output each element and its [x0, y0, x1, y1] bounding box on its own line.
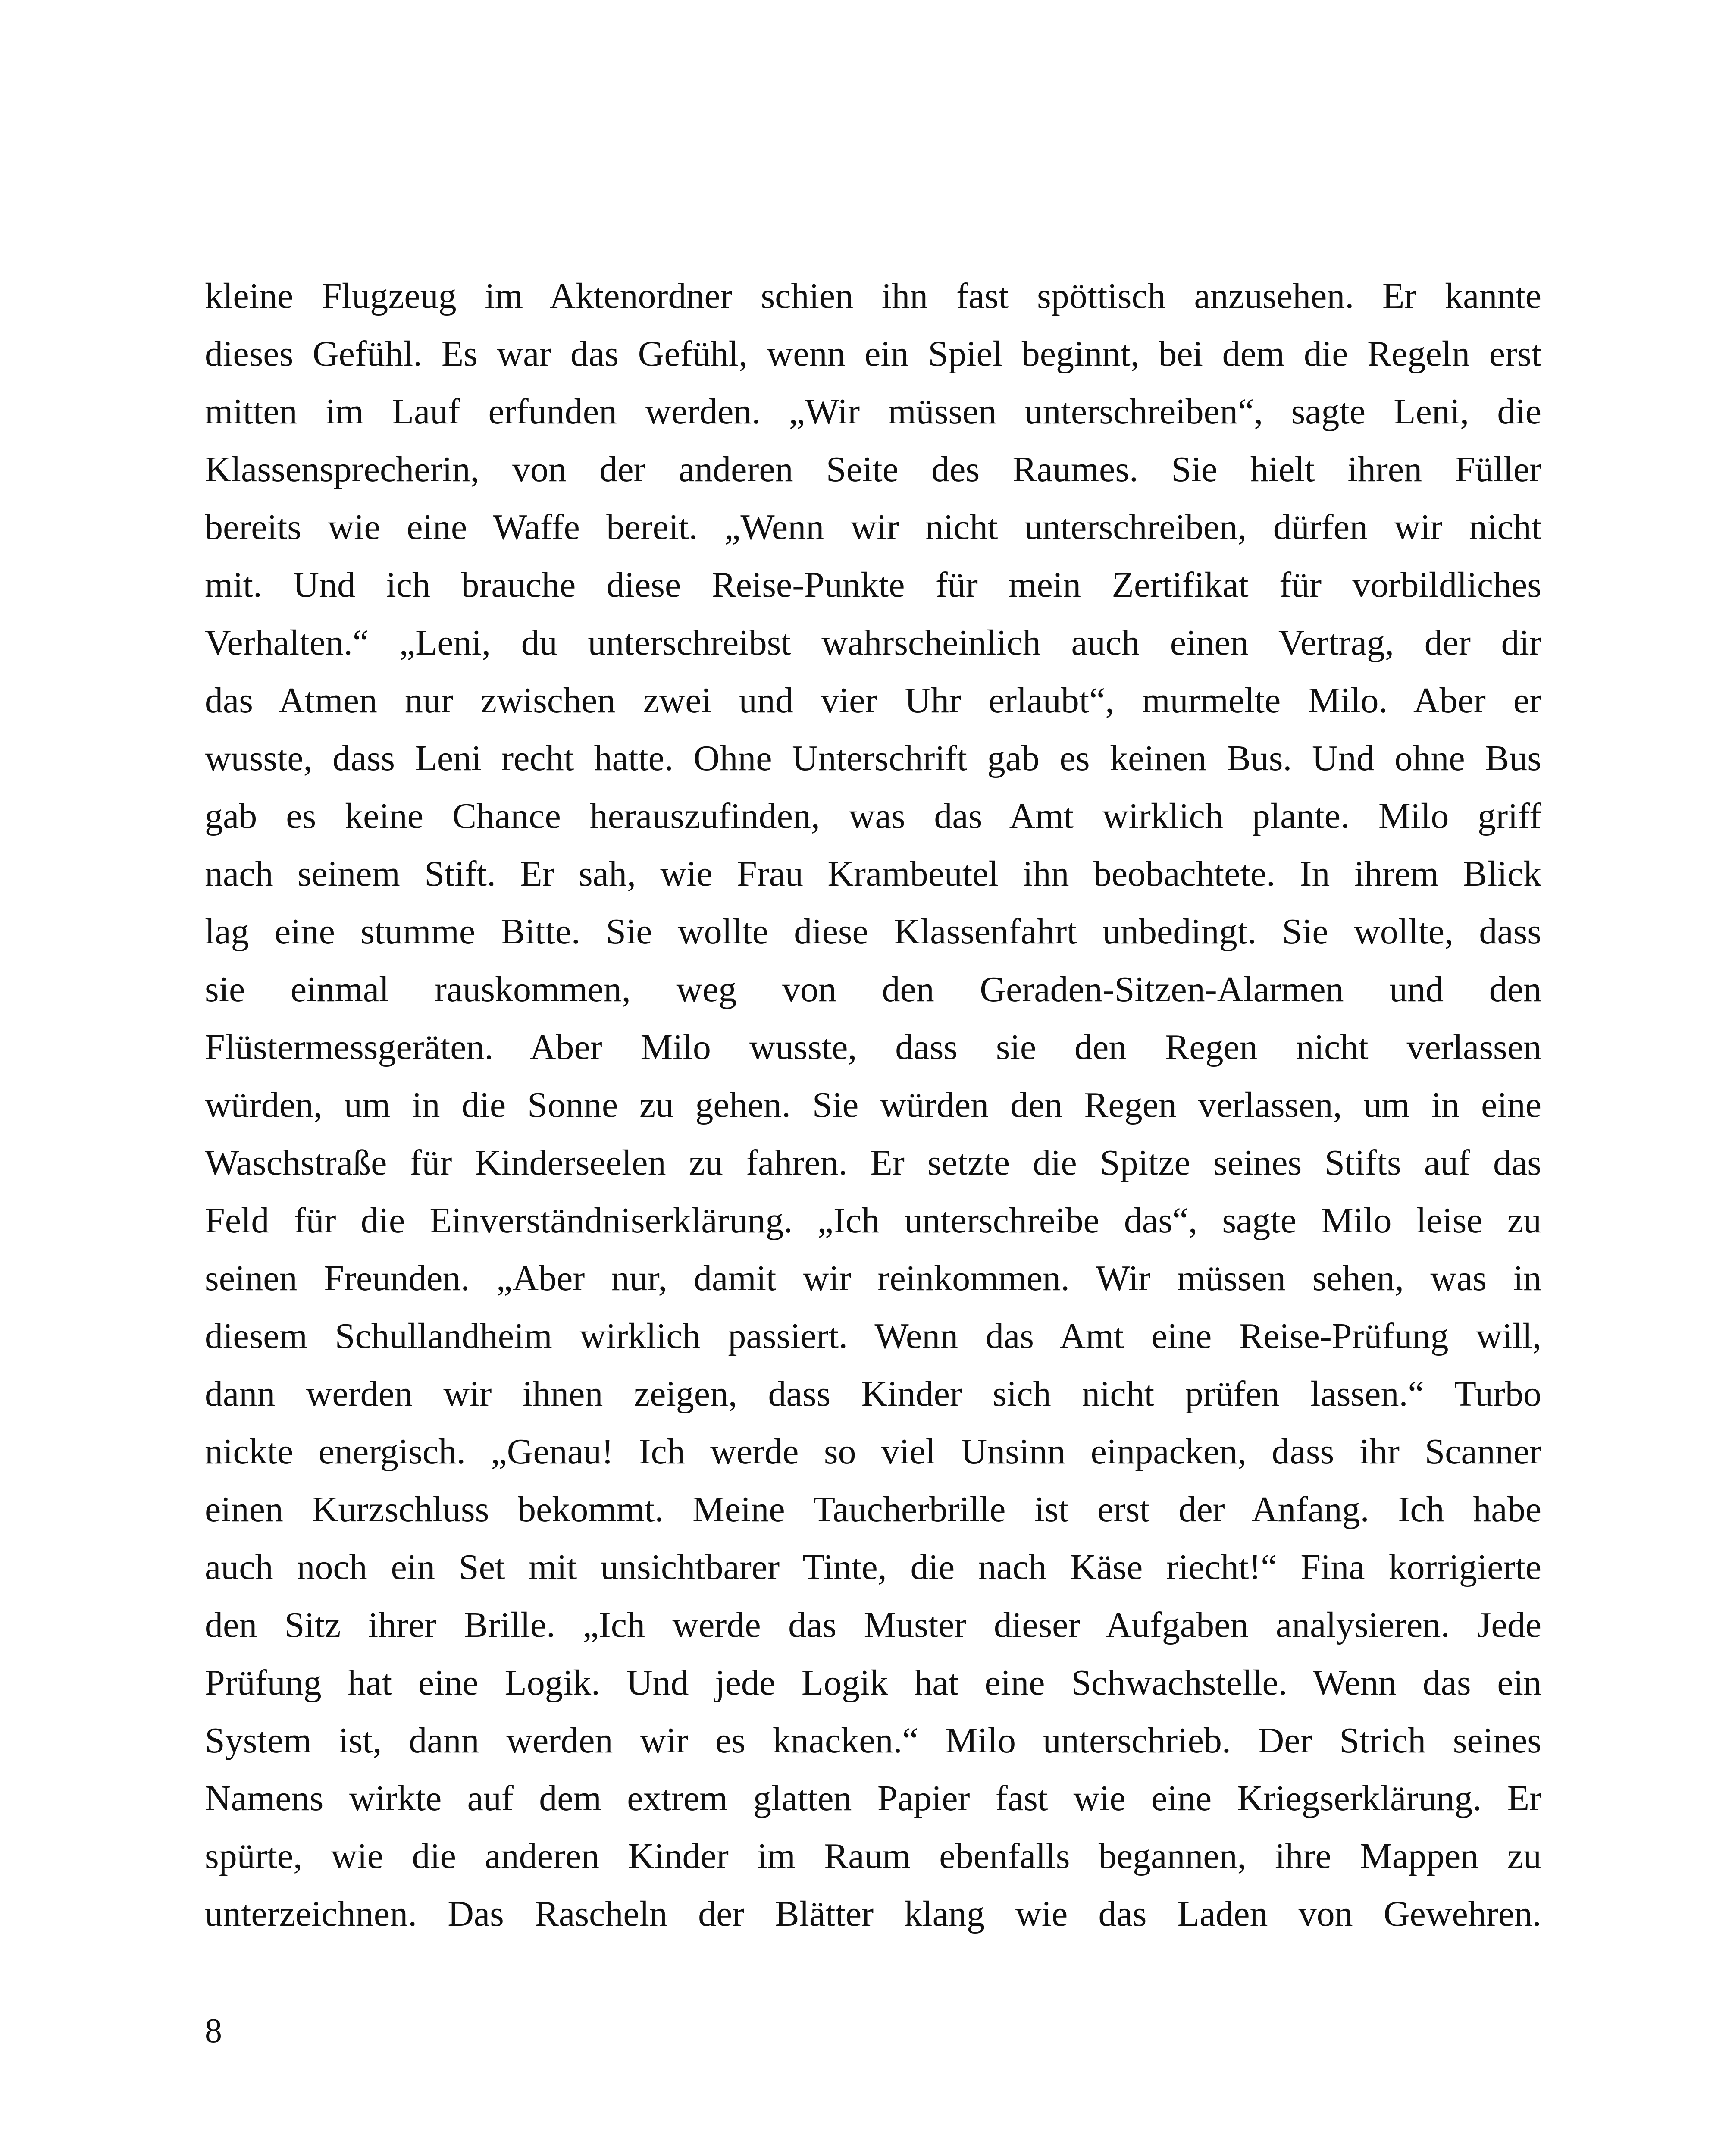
text-line: nickte energisch. „Genau! Ich werde so viel Unsinn einpacken, dass ihr Scanner [205, 1432, 1541, 1472]
text-line: Klassensprecherin, von der anderen Seite des Raumes. Sie hielt ihren Füller [205, 449, 1541, 489]
page-number: 8 [205, 2012, 222, 2050]
text-line: wusste, dass Leni recht hatte. Ohne Unterschrift gab es keinen Bus. Und ohne Bus [205, 738, 1541, 778]
text-line: diesem Schullandheim wirklich passiert. Wenn das Amt eine Reise-Prüfung will, [205, 1316, 1541, 1356]
text-line: dieses Gefühl. Es war das Gefühl, wenn ein Spiel beginnt, bei dem die Regeln erst [205, 334, 1541, 374]
text-line: Flüstermessgeräten. Aber Milo wusste, dass sie den Regen nicht verlassen [205, 1027, 1541, 1067]
text-line: das Atmen nur zwischen zwei und vier Uhr erlaubt“, murmelte Milo. Aber er [205, 680, 1541, 721]
text-line: Waschstraße für Kinderseelen zu fahren. Er setzte die Spitze seines Stifts auf das [205, 1143, 1541, 1183]
text-line: dann werden wir ihnen zeigen, dass Kinder sich nicht prüfen lassen.“ Turbo [205, 1374, 1541, 1414]
text-line: auch noch ein Set mit unsichtbarer Tinte, die nach Käse riecht!“ Fina korrigierte [205, 1547, 1541, 1587]
text-line: Feld für die Einverständniserklärung. „Ich unterschreibe das“, sagte Milo leise zu [205, 1200, 1541, 1241]
text-line: würden, um in die Sonne zu gehen. Sie würden den Regen verlassen, um in eine [205, 1085, 1541, 1125]
text-line: Prüfung hat eine Logik. Und jede Logik hat eine Schwachstelle. Wenn das ein [205, 1663, 1541, 1703]
text-line: mit. Und ich brauche diese Reise-Punkte für mein Zertifikat für vorbildliches [205, 565, 1541, 605]
text-line: Verhalten.“ „Leni, du unterschreibst wahrscheinlich auch einen Vertrag, der dir [205, 623, 1541, 663]
text-line: Namens wirkte auf dem extrem glatten Papier fast wie eine Kriegserklärung. Er [205, 1778, 1541, 1818]
text-line: lag eine stumme Bitte. Sie wollte diese Klassenfahrt unbedingt. Sie wollte, dass [205, 912, 1541, 952]
text-line: unterzeichnen. Das Rascheln der Blätter klang wie das Laden von Gewehren. [205, 1894, 1541, 1934]
text-line: bereits wie eine Waffe bereit. „Wenn wir nicht unterschreiben, dürfen wir nicht [205, 507, 1541, 547]
text-line: mitten im Lauf erfunden werden. „Wir müssen unterschreiben“, sagte Leni, die [205, 392, 1541, 432]
text-line: seinen Freunden. „Aber nur, damit wir reinkommen. Wir müssen sehen, was in [205, 1258, 1541, 1298]
text-line: sie einmal rauskommen, weg von den Geraden-Sitzen-Alarmen und den [205, 969, 1541, 1009]
text-line: System ist, dann werden wir es knacken.“ Milo unterschrieb. Der Strich seines [205, 1720, 1541, 1761]
text-line: den Sitz ihrer Brille. „Ich werde das Muster dieser Aufgaben analysieren. Jede [205, 1605, 1541, 1645]
text-line: kleine Flugzeug im Aktenordner schien ihn fast spöttisch anzusehen. Er kannte [205, 276, 1541, 316]
text-line: spürte, wie die anderen Kinder im Raum ebenfalls begannen, ihre Mappen zu [205, 1836, 1541, 1876]
body-text [205, 267, 1541, 1943]
text-line: nach seinem Stift. Er sah, wie Frau Krambeutel ihn beobachtete. In ihrem Blick [205, 854, 1541, 894]
text-line: gab es keine Chance herauszufinden, was das Amt wirklich plante. Milo griff [205, 796, 1541, 836]
text-line: einen Kurzschluss bekommt. Meine Taucherbrille ist erst der Anfang. Ich habe [205, 1489, 1541, 1529]
